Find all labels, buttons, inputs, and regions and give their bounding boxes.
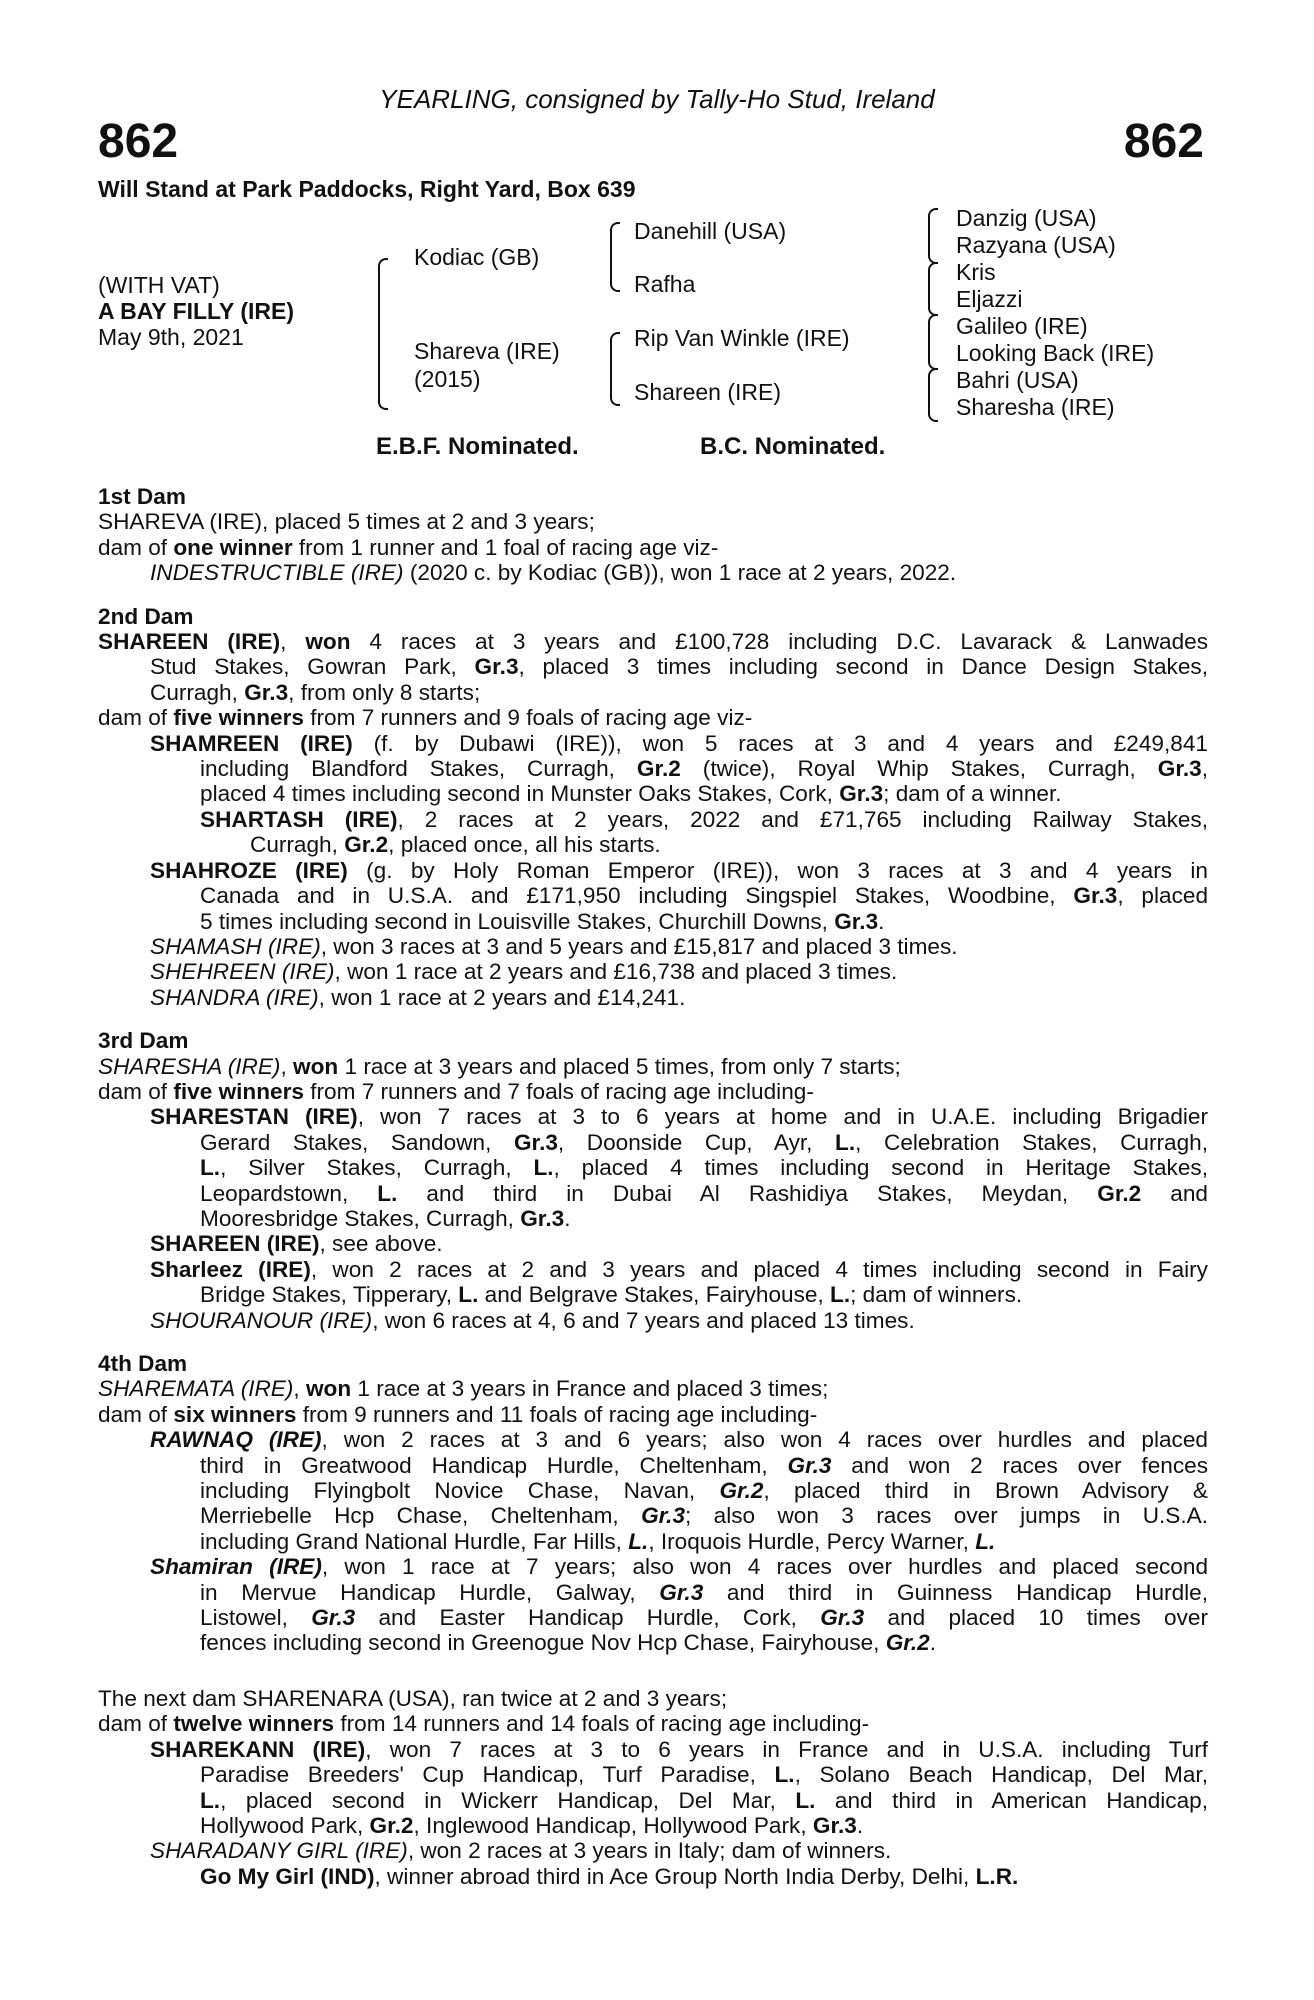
produce-entry-cont: Hollywood Park, Gr.2, Inglewood Handicap, Hollywood Park, Gr.3. — [200, 1812, 864, 1838]
produce-entry: RAWNAQ (IRE), won 2 races at 3 and 6 years; also won 4 races over hurdles and placed — [150, 1427, 1208, 1453]
produce-record — [98, 484, 1208, 1889]
third-dam-section — [98, 1028, 1208, 1333]
produce-entry: Sharleez (IRE), won 2 races at 2 and 3 years and placed 4 times including second in Fairy — [150, 1256, 1208, 1282]
dam-dam: Shareen (IRE) — [634, 379, 782, 405]
lot-name: A BAY FILLY (IRE) — [98, 298, 294, 324]
produce-entry-cont: placed 4 times including second in Munster Oaks Stakes, Cork, Gr.3; dam of a winner. — [200, 781, 1062, 807]
produce-entry: Shamiran (IRE), won 1 race at 7 years; also won 4 races over hurdles and placed second — [150, 1554, 1209, 1580]
foaling-date: May 9th, 2021 — [98, 324, 244, 350]
produce-entry-cont: L., Silver Stakes, Curragh, L., placed 4 times including second in Heritage Stakes, — [200, 1155, 1208, 1181]
produce-entry-cont: fences including second in Greenogue Nov Hcp Chase, Fairyhouse, Gr.2. — [200, 1630, 936, 1656]
dam-line-cont: Curragh, Gr.3, from only 8 starts; — [150, 679, 481, 705]
grandproduce-entry-cont: Curragh, Gr.2, placed once, all his starts. — [250, 832, 661, 858]
produce-entry: SHAMASH (IRE), won 3 races at 3 and 5 years and £15,817 and placed 3 times. — [150, 933, 958, 959]
produce-entry-cont: third in Greatwood Handicap Hurdle, Cheltenham, Gr.3 and won 2 races over fences — [200, 1452, 1208, 1478]
sire-dam: Rafha — [634, 271, 696, 297]
dam-sire: Rip Van Winkle (IRE) — [634, 325, 850, 351]
produce-entry: SHAREKANN (IRE), won 7 races at 3 to 6 years in France and in U.S.A. including Turf — [150, 1736, 1209, 1762]
dam-line: The next dam SHARENARA (USA), ran twice at 2 and 3 years; — [98, 1685, 728, 1711]
produce-entry-cont: including Flyingbolt Novice Chase, Navan, Gr.2, placed third in Brown Advisory & — [200, 1478, 1208, 1504]
dam-line: SHARESHA (IRE), won 1 race at 3 years and placed 5 times, from only 7 starts; — [98, 1053, 901, 1079]
produce-entry-cont: including Grand National Hurdle, Far Hills, L., Iroquois Hurdle, Percy Warner, L. — [200, 1528, 996, 1554]
brace-ss — [928, 208, 938, 264]
grandproduce-entry: Go My Girl (IND), winner abroad third in Ace Group North India Derby, Delhi, L.R. — [200, 1863, 1019, 1889]
produce-entry: SHAHROZE (IRE) (g. by Holy Roman Emperor (IRE)), won 3 races at 3 and 4 years in — [150, 857, 1208, 883]
consignor-line: YEARLING, consigned by Tally-Ho Stud, Ireland — [379, 84, 935, 114]
produce-entry-cont: Listowel, Gr.3 and Easter Handicap Hurdle, Cork, Gr.3 and placed 10 times over — [200, 1605, 1208, 1631]
dd-sire: Bahri (USA) — [956, 367, 1079, 393]
dam-line-cont: Stud Stakes, Gowran Park, Gr.3, placed 3 times including second in Dance Design Stakes, — [150, 654, 1208, 680]
first-dam-section — [98, 484, 1208, 586]
produce-entry-cont: 5 times including second in Louisville Stakes, Churchill Downs, Gr.3. — [200, 908, 885, 934]
brace-sire-dam — [378, 258, 388, 410]
produce-entry-cont: Merriebelle Hcp Chase, Cheltenham, Gr.3; also won 3 races over jumps in U.S.A. — [200, 1503, 1208, 1529]
vat-note: (WITH VAT) — [98, 272, 220, 298]
section-heading: 4th Dam — [98, 1351, 188, 1376]
produce-entry-cont: Bridge Stakes, Tipperary, L. and Belgrave Stakes, Fairyhouse, L.; dam of winners. — [200, 1282, 1023, 1308]
dam-of-line: dam of five winners from 7 runners and 7 foals of racing age including- — [98, 1078, 814, 1104]
produce-entry-cont: Mooresbridge Stakes, Curragh, Gr.3. — [200, 1205, 571, 1231]
dam-year: (2015) — [414, 366, 481, 392]
dam-of-line: dam of five winners from 7 runners and 9 foals of racing age viz- — [98, 705, 753, 731]
dam-line: SHAREEN (IRE), won 4 races at 3 years and £100,728 including D.C. Lavarack & Lanwades — [98, 629, 1209, 655]
ds-sire: Galileo (IRE) — [956, 313, 1088, 339]
produce-entry: SHEHREEN (IRE), won 1 race at 2 years and £16,738 and placed 3 times. — [150, 959, 898, 985]
sire-sire: Danehill (USA) — [634, 218, 787, 244]
dam-line: SHAREMATA (IRE), won 1 race at 3 years in France and placed 3 times; — [98, 1376, 829, 1402]
dd-dam: Sharesha (IRE) — [956, 394, 1115, 420]
section-heading: 2nd Dam — [98, 603, 194, 629]
produce-entry: SHARADANY GIRL (IRE), won 2 races at 3 years in Italy; dam of winners. — [150, 1838, 892, 1864]
produce-entry-cont: Leopardstown, L. and third in Dubai Al Rashidiya Stakes, Meydan, Gr.2 and — [200, 1180, 1208, 1206]
bc-nomination: B.C. Nominated. — [700, 433, 886, 460]
produce-entry-cont: L., placed second in Wickerr Handicap, Del Mar, L. and third in American Handicap, — [200, 1787, 1208, 1813]
sd-dam: Eljazzi — [956, 286, 1023, 312]
produce-entry: SHAREEN (IRE), see above. — [150, 1231, 443, 1257]
produce-entry-cont: in Mervue Handicap Hurdle, Galway, Gr.3 and third in Guinness Handicap Hurdle, — [200, 1579, 1208, 1605]
produce-entry-cont: Paradise Breeders' Cup Handicap, Turf Paradise, L., Solano Beach Handicap, Del Mar, — [200, 1762, 1208, 1788]
dam-of-line: dam of one winner from 1 runner and 1 foal of racing age viz- — [98, 534, 719, 560]
sd-sire: Kris — [956, 259, 996, 285]
ss-dam: Razyana (USA) — [956, 232, 1116, 258]
next-dam-section — [98, 1686, 1208, 1889]
ds-dam: Looking Back (IRE) — [956, 340, 1155, 366]
brace-ds — [928, 314, 938, 370]
produce-entry-cont: including Blandford Stakes, Curragh, Gr.2 (twice), Royal Whip Stakes, Curragh, Gr.3, — [200, 756, 1208, 782]
dam-line: SHAREVA (IRE), placed 5 times at 2 and 3 years; — [98, 509, 595, 535]
brace-dam-parents — [610, 332, 620, 406]
section-heading: 3rd Dam — [98, 1028, 189, 1054]
dam-of-line: dam of six winners from 9 runners and 11 foals of racing age including- — [98, 1401, 818, 1427]
ss-sire: Danzig (USA) — [956, 205, 1097, 231]
produce-entry: SHAMREEN (IRE) (f. by Dubawi (IRE)), won 5 races at 3 and 4 years and £249,841 — [150, 730, 1208, 756]
lot-number-left: 862 — [98, 115, 179, 168]
ebf-nomination: E.B.F. Nominated. — [376, 433, 579, 460]
stand-location: Will Stand at Park Paddocks, Right Yard, Box 639 — [98, 176, 636, 202]
produce-entry-cont: Canada and in U.S.A. and £171,950 including Singspiel Stakes, Woodbine, Gr.3, placed — [200, 883, 1209, 909]
sire: Kodiac (GB) — [414, 244, 540, 270]
grandproduce-entry: SHARTASH (IRE), 2 races at 2 years, 2022 and £71,765 including Railway Stakes, — [200, 806, 1209, 832]
brace-sire-parents — [610, 222, 620, 292]
produce-entry: SHARESTAN (IRE), won 7 races at 3 to 6 years at home and in U.A.E. including Brigadier — [150, 1104, 1209, 1130]
brace-sd — [928, 262, 938, 316]
produce-entry: SHOURANOUR (IRE), won 6 races at 4, 6 and 7 years and placed 13 times. — [150, 1307, 915, 1333]
dam-of-line: dam of twelve winners from 14 runners and 14 foals of racing age including- — [98, 1711, 870, 1737]
section-heading: 1st Dam — [98, 484, 186, 509]
dam: Shareva (IRE) — [414, 338, 560, 364]
fourth-dam-section — [98, 1351, 1208, 1656]
produce-entry-cont: Gerard Stakes, Sandown, Gr.3, Doonside Cup, Ayr, L., Celebration Stakes, Curragh, — [200, 1129, 1208, 1155]
brace-dd — [928, 368, 938, 422]
produce-entry: SHANDRA (IRE), won 1 race at 2 years and £14,241. — [150, 984, 686, 1010]
produce-entry: INDESTRUCTIBLE (IRE) (2020 c. by Kodiac (GB)), won 1 race at 2 years, 2022. — [150, 560, 957, 586]
lot-number-right: 862 — [1123, 115, 1204, 168]
second-dam-section — [98, 604, 1208, 1011]
